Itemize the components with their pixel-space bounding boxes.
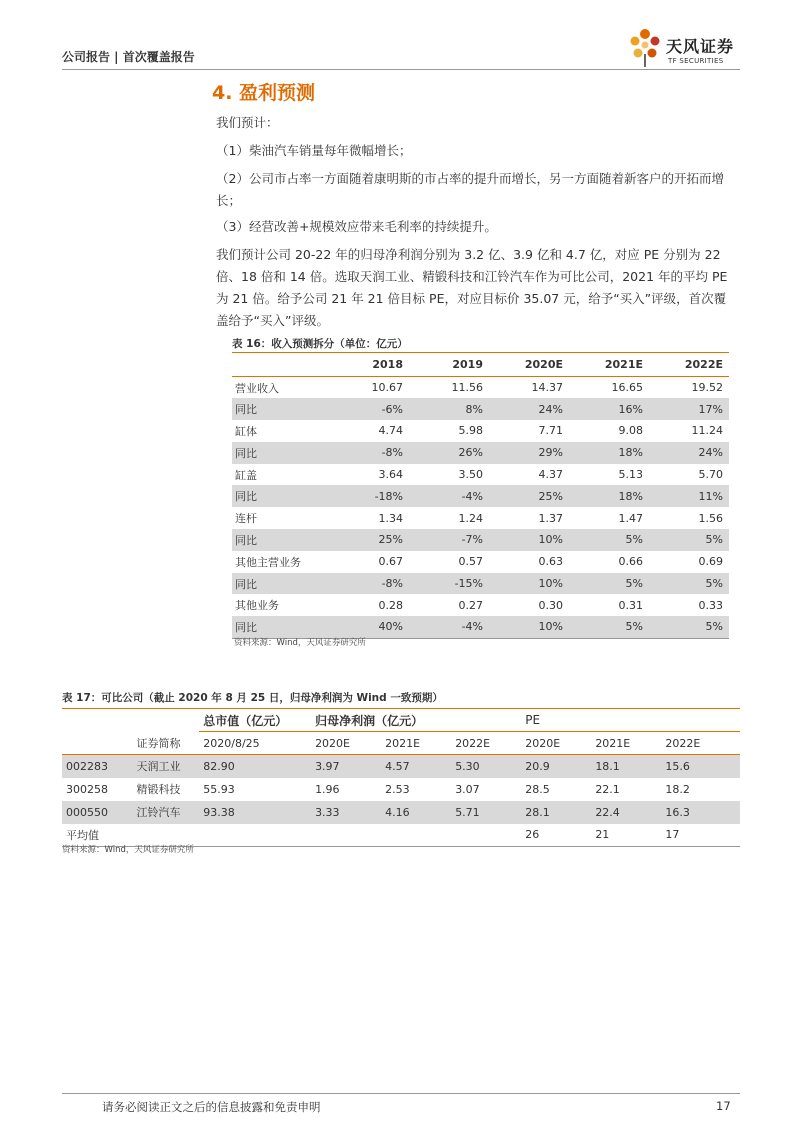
row-label: 同比 bbox=[232, 529, 332, 551]
table17-subheader: 2021E bbox=[381, 732, 451, 755]
table-cell: 5.30 bbox=[451, 755, 521, 778]
table-cell: 22.4 bbox=[591, 801, 661, 824]
stock-code: 000550 bbox=[62, 801, 132, 824]
table-cell: 26% bbox=[409, 442, 489, 464]
table-cell: 18.2 bbox=[665, 782, 690, 796]
table-cell: 0.66 bbox=[618, 555, 643, 569]
table-cell: 10% bbox=[489, 573, 569, 595]
intro-text: 我们预计： bbox=[216, 115, 279, 130]
table-cell: 3.50 bbox=[458, 468, 483, 482]
table-cell: 5% bbox=[569, 573, 649, 595]
table-cell: 5.13 bbox=[618, 468, 643, 482]
table16-header: 2019 bbox=[409, 353, 489, 377]
table-cell: 1.37 bbox=[538, 511, 563, 525]
table17-subheader: 2020/8/25 bbox=[199, 732, 311, 755]
comparable-companies-table bbox=[62, 708, 740, 847]
stock-name: 江铃汽车 bbox=[132, 801, 199, 824]
table16-header bbox=[232, 353, 332, 377]
logo-text-cn: 天风证券 bbox=[666, 37, 735, 56]
table-cell: 28.5 bbox=[525, 782, 550, 796]
table-row bbox=[232, 616, 729, 638]
table-cell: 16.65 bbox=[611, 381, 643, 395]
table-row bbox=[232, 398, 729, 420]
table-cell: 24% bbox=[489, 398, 569, 420]
table-cell: 5% bbox=[649, 529, 729, 551]
table17-subheader: 2021E bbox=[591, 732, 661, 755]
table-cell: 0.27 bbox=[458, 598, 483, 612]
table-row bbox=[232, 442, 729, 464]
row-label: 同比 bbox=[232, 398, 332, 420]
table-cell: 1.34 bbox=[378, 511, 403, 525]
table-cell: -4% bbox=[409, 616, 489, 638]
table-row bbox=[232, 485, 729, 507]
table-row bbox=[232, 377, 729, 399]
table16-header: 2021E bbox=[569, 353, 649, 377]
page-number: 17 bbox=[716, 1099, 731, 1113]
table-cell: 0.31 bbox=[618, 598, 643, 612]
table-cell: -18% bbox=[332, 485, 409, 507]
table-cell: 5% bbox=[569, 616, 649, 638]
table17-subheader: 2022E bbox=[661, 732, 740, 755]
table17-subheader: 2022E bbox=[451, 732, 521, 755]
logo-text-en: TF SECURITIES bbox=[668, 57, 724, 65]
empty-cell bbox=[451, 824, 521, 847]
average-cell: 26 bbox=[521, 824, 591, 847]
table-cell: 18% bbox=[569, 485, 649, 507]
table-row bbox=[232, 594, 729, 616]
table16-header: 2022E bbox=[649, 353, 729, 377]
table-cell: 5.71 bbox=[451, 801, 521, 824]
table-cell: 16.3 bbox=[661, 801, 740, 824]
table-cell: 40% bbox=[332, 616, 409, 638]
stock-code: 002283 bbox=[62, 755, 132, 778]
table-cell: 25% bbox=[489, 485, 569, 507]
table17-subheader bbox=[62, 732, 132, 755]
table-cell: 9.08 bbox=[618, 424, 643, 438]
table-cell: 0.63 bbox=[538, 555, 563, 569]
flower-logo-icon bbox=[628, 26, 662, 68]
empty-cell bbox=[311, 824, 381, 847]
table-cell: 28.1 bbox=[521, 801, 591, 824]
table-cell: 11.56 bbox=[451, 381, 483, 395]
table-cell: 24% bbox=[649, 442, 729, 464]
stock-name: 精锻科技 bbox=[136, 783, 181, 796]
empty-cell bbox=[381, 824, 451, 847]
forecast-point-2: （2）公司市占率一方面随着康明斯的市占率的提升而增长，另一方面随着新客户的开拓而增长； bbox=[216, 171, 724, 208]
table-cell: 0.67 bbox=[378, 555, 403, 569]
table-cell: 16% bbox=[569, 398, 649, 420]
pe-group-header: PE bbox=[521, 709, 740, 732]
table-row bbox=[62, 778, 740, 801]
stock-code: 300258 bbox=[66, 782, 108, 796]
table-row bbox=[232, 529, 729, 551]
row-label: 同比 bbox=[232, 485, 332, 507]
table-cell: 15.6 bbox=[661, 755, 740, 778]
table-cell: 4.16 bbox=[381, 801, 451, 824]
table17-source: 资料来源：Wind，天风证券研究所 bbox=[62, 845, 194, 855]
table-cell: 0.69 bbox=[698, 555, 723, 569]
table-cell: 29% bbox=[489, 442, 569, 464]
table16-title: 表 16：收入预测拆分（单位：亿元） bbox=[232, 338, 408, 350]
table-cell: 4.37 bbox=[538, 468, 563, 482]
table-cell: -15% bbox=[409, 573, 489, 595]
table-cell: 3.64 bbox=[378, 468, 403, 482]
average-cell: 17 bbox=[661, 824, 740, 847]
revenue-forecast-table bbox=[232, 352, 729, 639]
table-cell: 10% bbox=[489, 529, 569, 551]
table-cell: 0.30 bbox=[538, 598, 563, 612]
table-cell: -4% bbox=[409, 485, 489, 507]
row-label: 同比 bbox=[232, 442, 332, 464]
table-row bbox=[232, 551, 729, 573]
table-cell: 1.96 bbox=[315, 782, 340, 796]
row-label: 同比 bbox=[232, 616, 332, 638]
table-cell: 2.53 bbox=[385, 782, 410, 796]
table-cell: 0.28 bbox=[378, 598, 403, 612]
average-cell: 21 bbox=[591, 824, 661, 847]
row-label: 缸体 bbox=[235, 424, 257, 438]
row-label: 同比 bbox=[232, 573, 332, 595]
table-cell: 1.56 bbox=[698, 511, 723, 525]
forecast-summary: 我们预计公司 20-22 年的归母净利润分别为 3.2 亿、3.9 亿和 4.7 亿，对应 PE 分别为 22 倍、18 倍和 14 倍。选取天润工业、精锻科技和江铃汽车作为可比公司，2021 年的平均 PE 为 21 倍。给予公司 21 年 21 倍目标 PE，对应目标价 35.07 元，给予“买入”评级，首次覆盖给予“买入”评级。 bbox=[216, 247, 728, 328]
table-row bbox=[232, 507, 729, 529]
table-cell: 3.33 bbox=[311, 801, 381, 824]
table-cell: 17% bbox=[649, 398, 729, 420]
table-cell: 14.37 bbox=[531, 381, 563, 395]
table-row bbox=[232, 573, 729, 595]
mktcap-group-header: 总市值（亿元） bbox=[199, 709, 311, 732]
stock-name: 天润工业 bbox=[132, 755, 199, 778]
table-cell: 25% bbox=[332, 529, 409, 551]
table17-subheader: 2020E bbox=[311, 732, 381, 755]
table-cell: -6% bbox=[332, 398, 409, 420]
average-cell: 平均值 bbox=[62, 824, 132, 847]
table-cell: 18% bbox=[569, 442, 649, 464]
table-cell: 7.71 bbox=[538, 424, 563, 438]
table-cell: 5.98 bbox=[458, 424, 483, 438]
table-cell: 93.38 bbox=[199, 801, 311, 824]
table-cell: 4.57 bbox=[381, 755, 451, 778]
table-row bbox=[232, 464, 729, 486]
table-cell: 1.47 bbox=[618, 511, 643, 525]
table-cell: 5% bbox=[649, 616, 729, 638]
table17-title: 表 17：可比公司（截止 2020 年 8 月 25 日，归母净利润为 Wind 一致预期） bbox=[62, 692, 443, 704]
table17-subheader: 2020E bbox=[521, 732, 591, 755]
table-cell: 20.9 bbox=[521, 755, 591, 778]
table-cell: 5.70 bbox=[698, 468, 723, 482]
row-label: 营业收入 bbox=[235, 381, 279, 395]
table-cell: 11% bbox=[649, 485, 729, 507]
table-cell: 3.07 bbox=[455, 782, 480, 796]
table-cell: -7% bbox=[409, 529, 489, 551]
header-divider bbox=[62, 69, 740, 70]
forecast-point-1: （1）柴油汽车销量每年微幅增长； bbox=[216, 143, 412, 158]
table-cell: 4.74 bbox=[378, 424, 403, 438]
table-row bbox=[62, 755, 740, 778]
table-cell: 5% bbox=[649, 573, 729, 595]
row-label: 其他主营业务 bbox=[235, 555, 301, 569]
brand-logo bbox=[628, 26, 740, 68]
footer-divider bbox=[62, 1093, 740, 1094]
row-label: 缸盖 bbox=[235, 468, 257, 482]
forecast-point-3: （3）经营改善+规模效应带来毛利率的持续提升。 bbox=[216, 219, 497, 234]
table-cell: 18.1 bbox=[591, 755, 661, 778]
table16-header: 2018 bbox=[332, 353, 409, 377]
table-cell: 11.24 bbox=[691, 424, 723, 438]
row-label: 其他业务 bbox=[235, 599, 279, 613]
disclaimer-text: 请务必阅读正文之后的信息披露和免责申明 bbox=[102, 1100, 321, 1114]
report-type: 公司报告 | 首次覆盖报告 bbox=[62, 50, 195, 64]
profit-group-header: 归母净利润（亿元） bbox=[311, 709, 521, 732]
table-cell: 1.24 bbox=[458, 511, 483, 525]
table16-source: 资料来源：Wind，天风证券研究所 bbox=[234, 638, 366, 648]
table16-header: 2020E bbox=[489, 353, 569, 377]
table-cell: 55.93 bbox=[203, 782, 235, 796]
table-cell: 8% bbox=[409, 398, 489, 420]
section-title: 4. 盈利预测 bbox=[212, 82, 316, 104]
table-cell: 5% bbox=[569, 529, 649, 551]
table-cell: 0.33 bbox=[698, 598, 723, 612]
row-label: 连杆 bbox=[235, 512, 257, 526]
table-cell: 10% bbox=[489, 616, 569, 638]
table-row bbox=[62, 801, 740, 824]
table-cell: 82.90 bbox=[199, 755, 311, 778]
table-cell: -8% bbox=[332, 442, 409, 464]
table-cell: 22.1 bbox=[595, 782, 620, 796]
table-row bbox=[232, 420, 729, 442]
table-cell: 10.67 bbox=[371, 381, 403, 395]
table-cell: 3.97 bbox=[311, 755, 381, 778]
table-cell: 19.52 bbox=[691, 381, 723, 395]
table17-subheader: 证券简称 bbox=[132, 732, 199, 755]
table-cell: 0.57 bbox=[458, 555, 483, 569]
table-cell: -8% bbox=[332, 573, 409, 595]
empty-cell bbox=[199, 824, 311, 847]
